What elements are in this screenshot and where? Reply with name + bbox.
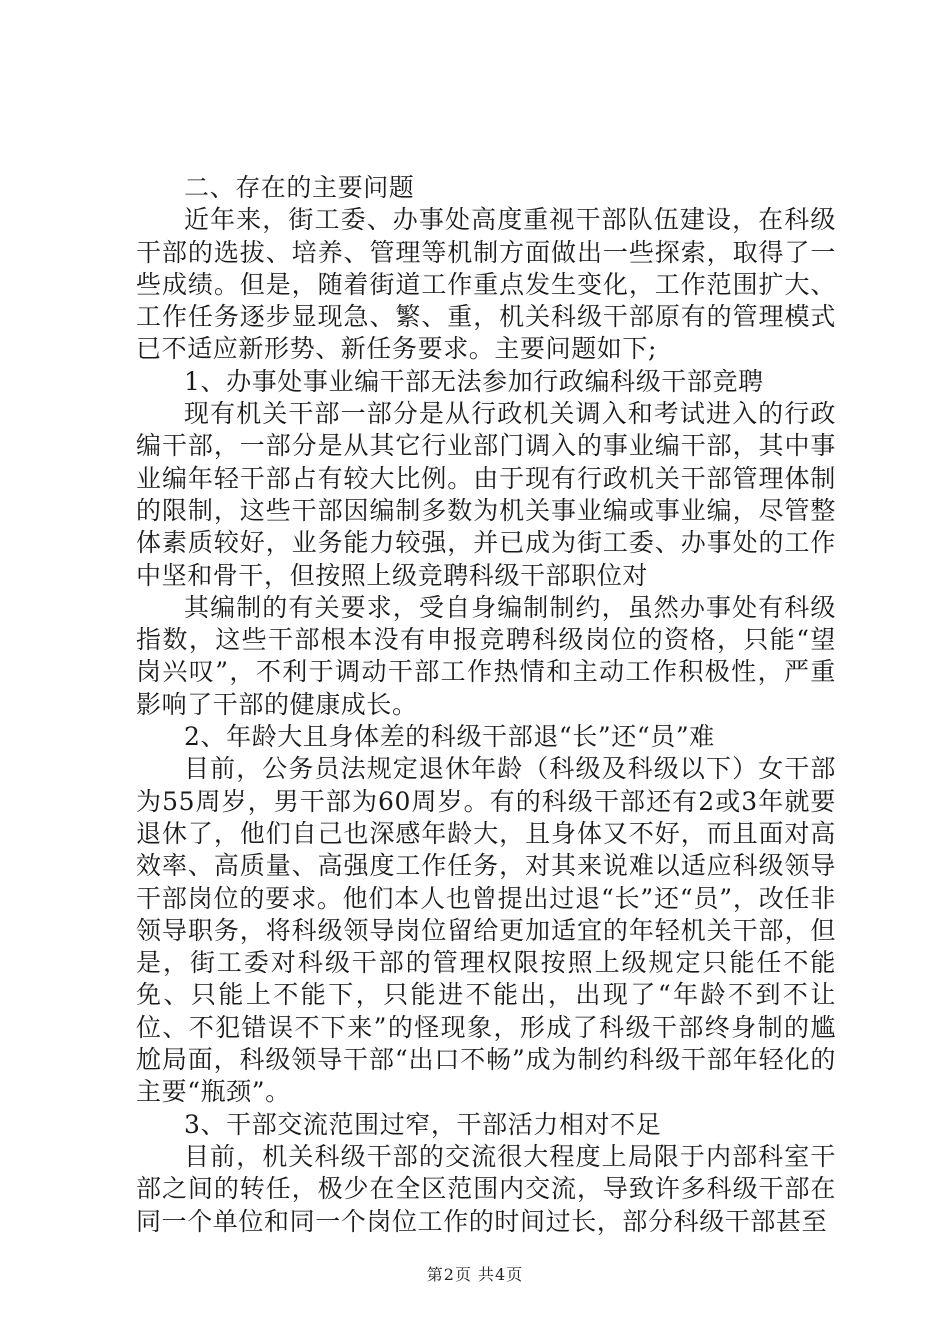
subsection-heading: 3、干部交流范围过窄，干部活力相对不足 <box>184 1109 662 1139</box>
section-heading: 二、存在的主要问题 <box>184 173 415 202</box>
body-paragraph: 其编制的有关要求，受自身编制制约，虽然办事处有科级指数，这些干部根本没有申报竞聘科级岗位的资格，只能“望岗兴叹”，不利于调动干部工作热情和主动工作积极性，严重影响了干部的健康成长。 <box>136 592 836 719</box>
body-paragraph: 目前，机关科级干部的交流很大程度上局限于内部科室干部之间的转任，极少在全区范围内交流，导致许多科级干部在同一个单位和同一个岗位工作的时间过长，部分科级干部甚至 <box>136 1141 836 1236</box>
subsection-heading: 2、年龄大且身体差的科级干部退“长”还“员”难 <box>184 722 715 752</box>
body-paragraph: 现有机关干部一部分是从行政机关调入和考试进入的行政编干部，一部分是从其它行业部门调入的事业编干部，其中事业编年轻干部占有较大比例。由于现有行政机关干部管理体制的限制，这些干部因编制多数为机关事业编或事业编，尽管整体素质较好，业务能力较强，并已成为街工委、办事处的工作中坚和骨干，但按照上级竞聘科级干部职位对 <box>136 399 836 590</box>
document-body <box>136 172 836 1238</box>
body-paragraph: 近年来，街工委、办事处高度重视干部队伍建设，在科级干部的选拔、培养、管理等机制方面做出一些探索，取得了一些成绩。但是，随着街道工作重点发生变化，工作范围扩大、工作任务逐步显现急、繁、重，机关科级干部原有的管理模式已不适应新形势、新任务要求。主要问题如下; <box>136 205 836 364</box>
body-paragraph: 目前，公务员法规定退休年龄（科级及科级以下）女干部为55周岁，男干部为60周岁。有的科级干部还有2或3年就要退休了，他们自己也深感年龄大，且身体又不好，而且面对高效率、高质量、高强度工作任务，对其来说难以适应科级领导干部岗位的要求。他们本人也曾提出过退“长”还“员”，改任非领导职务，将科级领导岗位留给更加适宜的年轻机关干部，但是，街工委对科级干部的管理权限按照上级规定只能任不能免、只能上不能下，只能进不能出，出现了“年龄不到不让位、不犯错误不下来”的怪现象，形成了科级干部终身制的尴尬局面，科级领导干部“出口不畅”成为制约科级干部年轻化的主要“瓶颈”。 <box>136 754 836 1107</box>
subsection-heading: 1、办事处事业编干部无法参加行政编科级干部竞聘 <box>184 366 764 396</box>
page-number-footer: 第2页 共4页 <box>426 1265 524 1284</box>
